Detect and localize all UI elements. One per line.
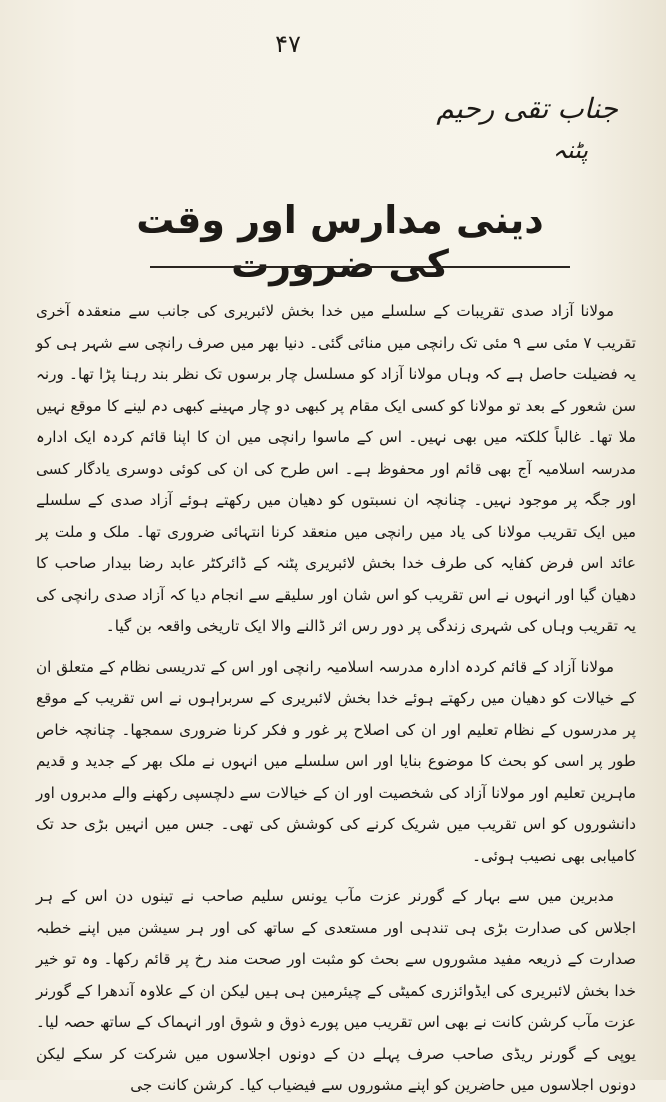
article-body: [36, 296, 636, 1102]
article-title: دینی مدارس اور وقت کی ضرورت: [136, 198, 544, 286]
title-underline: [150, 266, 570, 268]
paragraph-3: مدبرین میں سے بہار کے گورنر عزت مآب یونس سلیم صاحب نے تینوں دن اس کے ہر اجلاس کی صدارت بڑی ہی تندہی اور مستعدی کے ساتھ کی اور ہر سیشن میں اپنے خطبہ صدارت کے ذریعہ مفید مشوروں سے بحث کو مثبت اور صحت مند رخ پر قائم رکھا۔ وہ تو خیر خدا بخش لائبریری کی ایڈوائزری کمیٹی کے چیئرمین ہی ہیں لیکن ان کے علاوہ آندھرا کے گورنر عزت مآب کرشن کانت نے بھی اس تقریب میں پورے ذوق و شوق اور انہماک کے ساتھ حصہ لیا۔ یوپی کے گورنر ریڈی صاحب صرف پہلے دن کے دونوں اجلاسوں میں شرکت کر سکے لیکن دونوں اجلاسوں میں حاضرین کو اپنے مشوروں سے فیضیاب کیا۔ کرشن کانت جی: [36, 887, 636, 1094]
paragraph-1: مولانا آزاد صدی تقریبات کے سلسلے میں خدا بخش لائبریری کی جانب سے منعقدہ آخری تقریب ۷ مئی سے ۹ مئی تک رانچی میں منائی گئی۔ دنیا بھر میں صرف رانچی سے شہر ہی کو یہ فضیلت حاصل ہے کہ وہاں مولانا آزاد کو مسلسل چار برسوں تک نظر بند رہنا پڑا تھا۔ ورنہ سن شعور کے بعد تو مولانا کو کسی ایک مقام پر کبھی دو چار مہینے کبھی دم لینے کا موقع نہیں ملا تھا۔ غالباً کلکتہ میں بھی نہیں۔ اس کے ماسوا رانچی میں ان کا اپنا قائم کردہ ایک ادارہ مدرسہ اسلامیہ آج بھی قائم اور محفوظ ہے۔ اس طرح کی ان کی کوئی دوسری یادگار کسی اور جگہ پر موجود نہیں۔ چنانچہ ان نسبتوں کو دھیان میں رکھتے ہوئے آزاد صدی کے سلسلے میں ایک تقریب مولانا کی یاد میں رانچی میں منعقد کرنا انتہائی ضروری تھا۔ ملک و ملت پر عائد اس فرض کفایہ کی طرف خدا بخش لائبریری پٹنہ کے ڈائرکٹر عابد رضا بیدار صاحب کا دھیان گیا اور انہوں نے اس تقریب کو اس شان اور سلیقے سے انجام دیا کہ آزاد صدی رانچی کی یہ تقریب وہاں کی شہری زندگی پر دور رس اثر ڈالنے والا ایک تاریخی واقعہ بن گیا۔: [36, 302, 636, 635]
paragraph-2: مولانا آزاد کے قائم کردہ ادارہ مدرسہ اسلامیہ رانچی اور اس کے تدریسی نظام کے متعلق ان کے خیالات کو دھیان میں رکھتے ہوئے خدا بخش لائبریری کے سربراہوں نے اس تقریب کے موقع پر مدرسوں کے نظام تعلیم اور ان کی اصلاح پر غور و فکر کرنا ضروری سمجھا۔ چنانچہ خاص طور پر اسی کو بحث کا موضوع بنایا اور اس سلسلے میں انہوں نے ملک بھر کے جدید و قدیم ماہرین تعلیم اور مولانا آزاد کی شخصیت اور ان کے خیالات سے دلچسپی رکھنے والے مدبروں اور دانشوروں کو اس تقریب میں شریک کرنے کی کوشش کی تھی۔ جس میں انہیں بڑی حد تک کامیابی بھی نصیب ہوئی۔: [36, 657, 636, 865]
page-number: ۴۷: [275, 30, 301, 58]
author-city: پٹنہ: [552, 136, 588, 164]
author-name: جناب تقی رحیم: [436, 92, 618, 125]
